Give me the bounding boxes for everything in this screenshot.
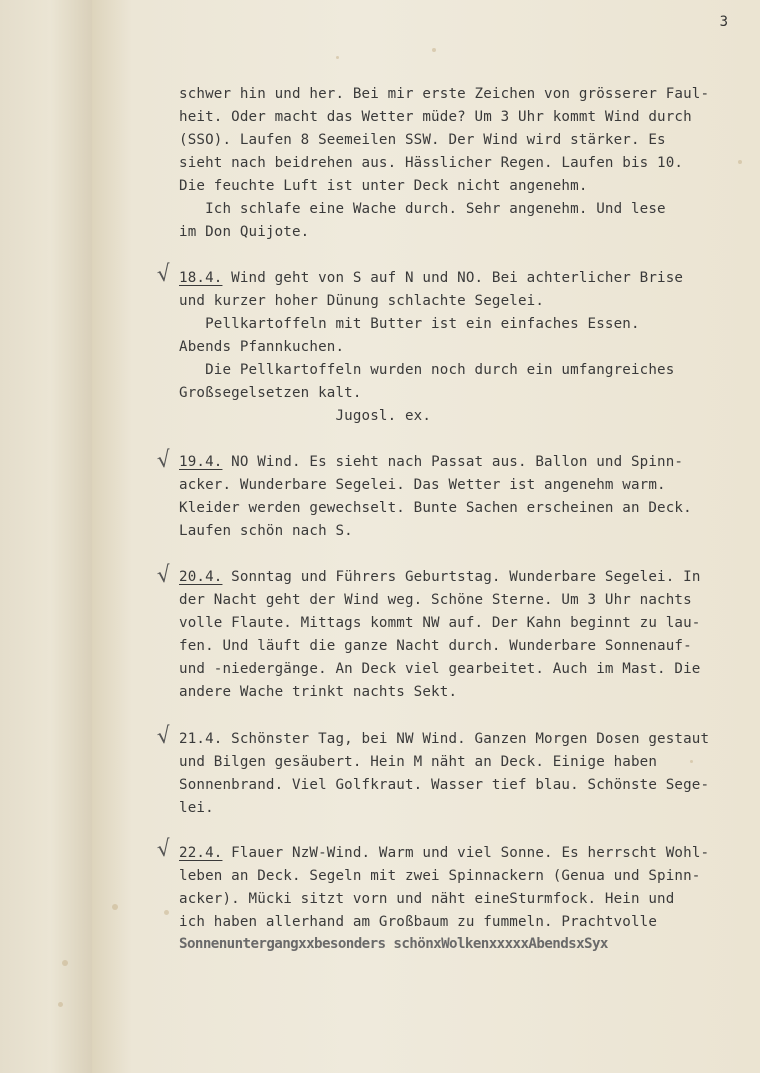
struck-out-line: Sonnenuntergangxxbesonders schönxWolkenxxxxxAbendsxSyx xyxy=(179,936,608,952)
paper-stain xyxy=(336,56,339,59)
text-line: Kleider werden gewechselt. Bunte Sachen erscheinen an Deck. xyxy=(179,500,692,516)
text-line: heit. Oder macht das Wetter müde? Um 3 Uhr kommt Wind durch xyxy=(179,109,692,125)
entry-20-4-first-line: 20.4. Sonntag und Führers Geburtstag. Wunderbare Segelei. In xyxy=(179,569,701,585)
entry-19-4-first-line: 19.4. NO Wind. Es sieht nach Passat aus. Ballon und Spinn- xyxy=(179,454,684,470)
text-line: Jugosl. ex. xyxy=(179,408,432,424)
text-line: Ich schlafe eine Wache durch. Sehr angenehm. Und lese xyxy=(179,201,666,217)
text-line: lei. xyxy=(179,800,214,816)
entry-date: 22.4. xyxy=(179,845,223,861)
text-line: und kurzer hoher Dünung schlachte Segelei. xyxy=(179,293,545,309)
text-line: fen. Und läuft die ganze Nacht durch. Wunderbare Sonnenauf- xyxy=(179,638,692,654)
text-line: schwer hin und her. Bei mir erste Zeichen von grösserer Faul- xyxy=(179,86,710,102)
text-line: sieht nach beidrehen aus. Hässlicher Regen. Laufen bis 10. xyxy=(179,155,684,171)
entry-date: 19.4. xyxy=(179,454,223,470)
text-line: ich haben allerhand am Großbaum zu fummeln. Prachtvolle xyxy=(179,914,658,930)
entry-date: 18.4. xyxy=(179,270,223,286)
paper-stain xyxy=(738,160,742,164)
check-mark-icon: √ xyxy=(155,447,173,474)
paper-stain xyxy=(690,760,693,763)
check-mark-icon: √ xyxy=(155,562,173,589)
text-line: (SSO). Laufen 8 Seemeilen SSW. Der Wind wird stärker. Es xyxy=(179,132,666,148)
check-mark-icon: √ xyxy=(155,836,173,863)
entry-22-4-first-line: 22.4. Flauer NzW-Wind. Warm und viel Sonne. Es herrscht Wohl- xyxy=(179,845,710,861)
paper-stain xyxy=(112,904,118,910)
text-line: Großsegelsetzen kalt. xyxy=(179,385,362,401)
text-line: acker. Wunderbare Segelei. Das Wetter ist angenehm warm. xyxy=(179,477,666,493)
check-mark-icon: √ xyxy=(155,261,173,288)
text-line: leben an Deck. Segeln mit zwei Spinnackern (Genua und Spinn- xyxy=(179,868,701,884)
text-line: Die Pellkartoffeln wurden noch durch ein umfangreiches xyxy=(179,362,675,378)
text-line: im Don Quijote. xyxy=(179,224,310,240)
paper-stain xyxy=(164,910,169,915)
entry-21-4-first-line: 21.4. Schönster Tag, bei NW Wind. Ganzen Morgen Dosen gestaut xyxy=(179,731,710,747)
text-line: der Nacht geht der Wind weg. Schöne Sterne. Um 3 Uhr nachts xyxy=(179,592,692,608)
text-line: andere Wache trinkt nachts Sekt. xyxy=(179,684,458,700)
paper-stain xyxy=(62,960,68,966)
text-line: volle Flaute. Mittags kommt NW auf. Der Kahn beginnt zu lau- xyxy=(179,615,701,631)
paper-stain xyxy=(432,48,436,52)
text-line: Pellkartoffeln mit Butter ist ein einfaches Essen. xyxy=(179,316,640,332)
entry-18-4-first-line: 18.4. Wind geht von S auf N und NO. Bei achterlicher Brise xyxy=(179,270,684,286)
check-mark-icon: √ xyxy=(155,723,173,750)
text-line: und Bilgen gesäubert. Hein M näht an Deck. Einige haben xyxy=(179,754,658,770)
paper-stain xyxy=(58,1002,63,1007)
left-page-edge xyxy=(0,0,94,1073)
page-number: 3 xyxy=(719,14,728,30)
text-line: Laufen schön nach S. xyxy=(179,523,353,539)
text-line: und -niedergänge. An Deck viel gearbeitet. Auch im Mast. Die xyxy=(179,661,701,677)
text-line: Abends Pfannkuchen. xyxy=(179,339,345,355)
entry-date: 20.4. xyxy=(179,569,223,585)
text-line: acker). Mücki sitzt vorn und näht eineSturmfock. Hein und xyxy=(179,891,675,907)
text-line: Sonnenbrand. Viel Golfkraut. Wasser tief blau. Schönste Sege- xyxy=(179,777,710,793)
text-line: Die feuchte Luft ist unter Deck nicht angenehm. xyxy=(179,178,588,194)
